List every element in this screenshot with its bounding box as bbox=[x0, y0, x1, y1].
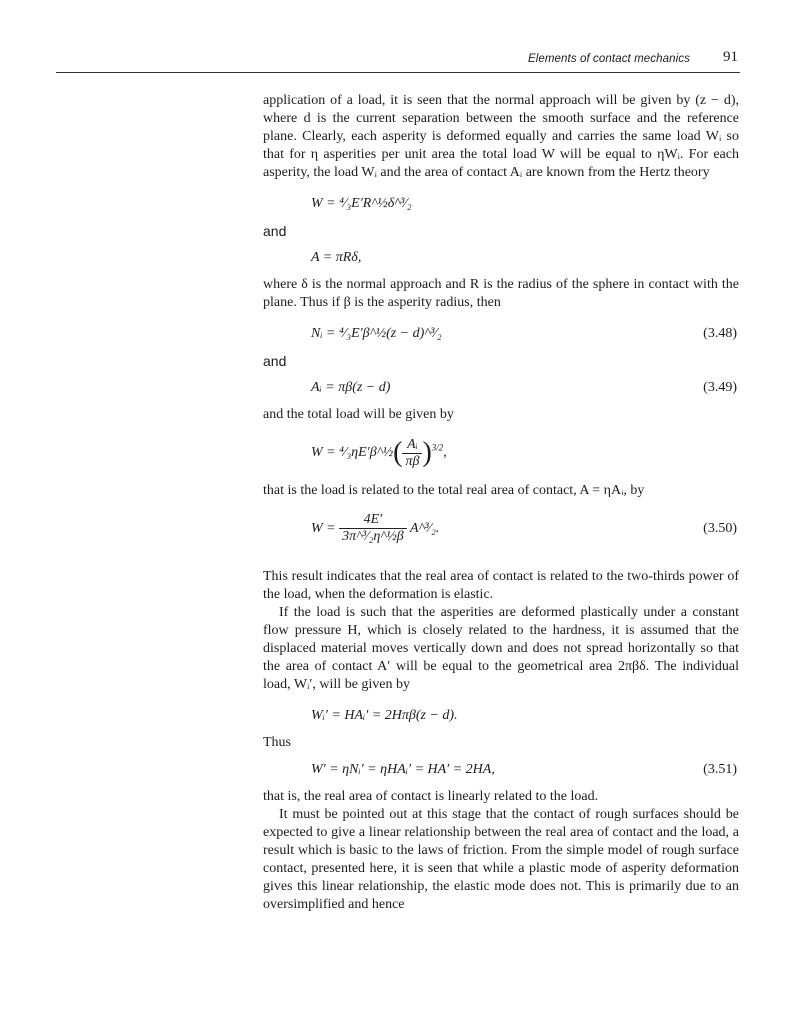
equation-number-3-50: (3.50) bbox=[703, 521, 737, 536]
paragraph-hertz-intro: application of a load, it is seen that the normal approach will be given by (z − d), where d is the current separation between the smooth surface and the reference plane. Clearly, each asperity is deformed equally and carries the same load Wᵢ so that for η asperities per unit area the total load W will be equal to ηWᵢ. For each asperity, the load Wᵢ and the area of contact Aᵢ are known from the Hertz theory bbox=[263, 93, 739, 180]
equation-3-50 bbox=[263, 508, 739, 550]
paragraph-linear-relation: that is, the real area of contact is linearly related to the load. bbox=[263, 789, 599, 804]
running-header bbox=[56, 48, 740, 73]
paragraph-plastic-deformation: If the load is such that the asperities are deformed plastically under a constant flow pressure H, which is closely related to the hardness, it is assumed that the displaced material moves vertically down and does not spread horizontally so that the area of contact A′ will be equal to the geometrical area 2πβδ. The individual load, Wᵢ′, will be given by bbox=[263, 605, 739, 692]
equation-number-3-51: (3.51) bbox=[703, 762, 737, 777]
page-body bbox=[263, 92, 739, 914]
paragraph-two-thirds-power: This result indicates that the real area of contact is related to the two-thirds power of the load, when the deformation is elastic. bbox=[263, 569, 739, 602]
paragraph-real-area-relation: that is the load is related to the total real area of contact, A = ηAᵢ, by bbox=[263, 483, 645, 498]
equation-number-3-49: (3.49) bbox=[703, 380, 737, 395]
equation-3-49 bbox=[263, 378, 739, 398]
right-paren: ) bbox=[422, 437, 432, 468]
equation-3-48-body: Nᵢ = ⁴⁄₃E′β^½(z − d)^³⁄₂ bbox=[311, 326, 442, 341]
eq-3-50-denominator: 3π^³⁄₂η^½β bbox=[342, 529, 404, 545]
equation-hertz-area: A = πRδ, bbox=[311, 250, 362, 265]
total-load-fraction bbox=[402, 437, 422, 470]
paragraph-rough-surfaces: It must be pointed out at this stage that the contact of rough surfaces should be expected to give a linear relationship between the real area of contact and the load, a result which is basic to the laws of friction. From the simple model of rough surface contact, presented here, it is seen that while a plastic mode of asperity deformation gives this linear relationship, the elastic mode does not. This is primarily due to an oversimplified and hence bbox=[263, 807, 739, 912]
total-load-denominator: πβ bbox=[405, 453, 420, 469]
text-thus: Thus bbox=[263, 735, 291, 750]
eq-3-50-prefix: W = bbox=[311, 521, 336, 536]
equation-3-51 bbox=[263, 760, 739, 780]
equation-plastic-individual-load: Wᵢ′ = HAᵢ′ = 2Hπβ(z − d). bbox=[311, 708, 458, 723]
text-and-1: and bbox=[263, 223, 287, 239]
total-load-numerator: Aᵢ bbox=[402, 437, 422, 454]
eq-3-50-suffix: A^³⁄₂. bbox=[410, 521, 440, 536]
eq-3-50-fraction bbox=[339, 512, 407, 545]
equation-total-load bbox=[263, 432, 739, 474]
page-number: 91 bbox=[723, 49, 738, 65]
paragraph-total-load-intro: and the total load will be given by bbox=[263, 407, 454, 422]
eq-3-50-numerator: 4E′ bbox=[339, 512, 407, 529]
equation-3-49-body: Aᵢ = πβ(z − d) bbox=[311, 380, 391, 395]
equation-3-51-body: W′ = ηNᵢ′ = ηHAᵢ′ = HA′ = 2HA, bbox=[311, 762, 495, 777]
total-load-prefix: W = ⁴⁄₃ηE′β^½ bbox=[311, 445, 394, 461]
left-paren: ( bbox=[393, 437, 403, 468]
total-load-suffix: , bbox=[443, 445, 447, 461]
equation-number-3-48: (3.48) bbox=[703, 326, 737, 341]
paragraph-normal-approach: where δ is the normal approach and R is the radius of the sphere in contact with the plane. Thus if β is the asperity radius, then bbox=[263, 277, 739, 310]
total-load-exponent: 3/2 bbox=[431, 442, 444, 453]
text-and-2: and bbox=[263, 353, 287, 369]
equation-3-48 bbox=[263, 324, 739, 344]
running-title: Elements of contact mechanics bbox=[527, 53, 690, 65]
equation-hertz-load: W = ⁴⁄₃E′R^½δ^³⁄₂ bbox=[311, 196, 412, 211]
